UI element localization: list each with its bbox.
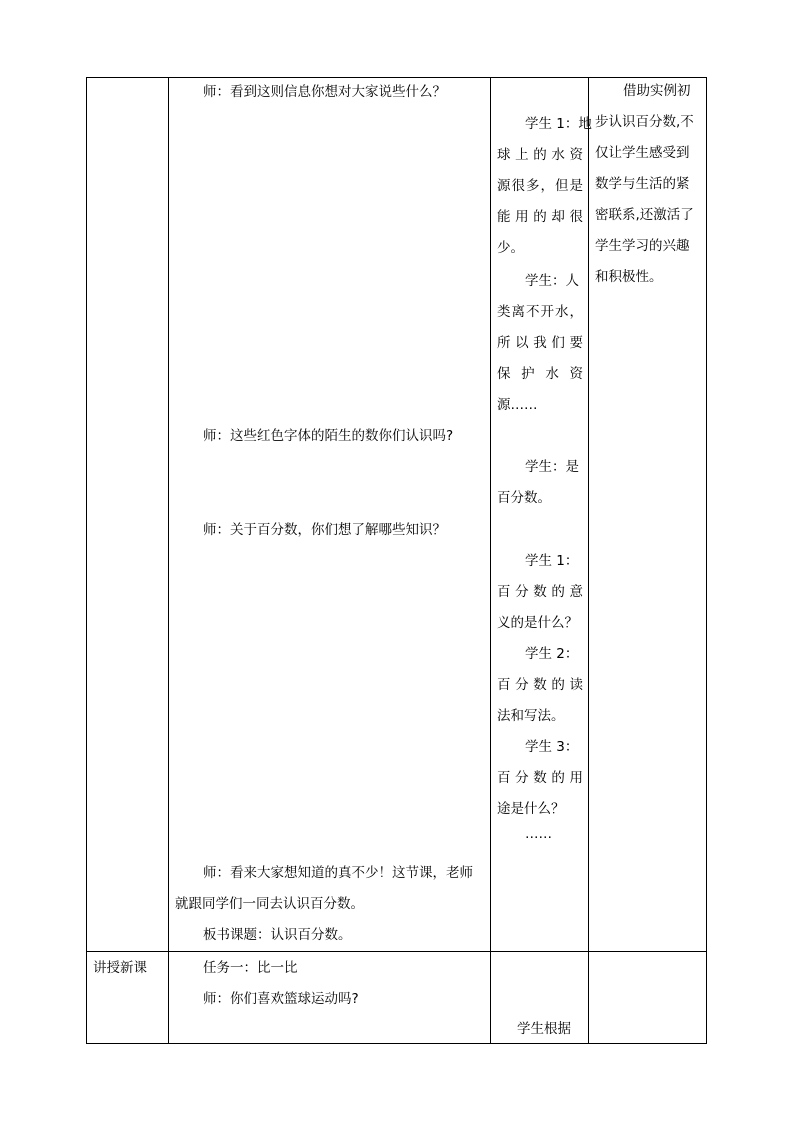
student-text: 义的是什么？ [497, 615, 578, 631]
lesson-table [86, 77, 707, 1044]
column-divider-1 [168, 78, 169, 1043]
student-text: 百分数的用 [497, 770, 583, 786]
teacher-line-5: 板书课题：认识百分数。 [203, 927, 352, 943]
student-text: 少。 [497, 240, 524, 256]
student-text: 学生 1：地 [525, 116, 592, 132]
teacher-line-1: 师：看到这则信息你想对大家说些什么？ [203, 84, 446, 100]
student-text: 途是什么？ [497, 801, 565, 817]
column-divider-2 [490, 78, 491, 1043]
intent-text: 步认识百分数,不 [595, 114, 694, 130]
student-text: 类离不开水， [497, 304, 583, 320]
teacher-line-3: 师：关于百分数，你们想了解哪些知识？ [203, 522, 446, 538]
intent-text: 仅让学生感受到 [595, 145, 690, 161]
teacher-question: 师：你们喜欢篮球运动吗? [203, 991, 359, 1007]
student-block-1 [497, 109, 592, 264]
student-text: …… [525, 826, 552, 842]
column-divider-3 [588, 78, 589, 1043]
teacher-line-2: 师：这些红色字体的陌生的数你们认识吗? [203, 428, 454, 444]
student-text: 所以我们要 [497, 335, 583, 351]
intent-text: 和积极性。 [595, 269, 663, 285]
teacher-line-4a: 师：看来大家想知道的真不少！这节课，老师 [203, 865, 473, 881]
student-text: 学生 3： [525, 739, 579, 755]
student-text: 能用的却很 [497, 209, 583, 225]
student-text: 源很多，但是 [497, 178, 583, 194]
intent-text: 密联系,还激活了 [595, 207, 694, 223]
student-text: 百分数的意 [497, 584, 583, 600]
student-text: 学生 2： [525, 646, 579, 662]
student-text: 法和写法。 [497, 708, 565, 724]
student-block-3 [497, 452, 583, 514]
student-response: 学生根据 [517, 1021, 571, 1037]
intent-text: 借助实例初 [623, 83, 691, 99]
student-text: 源…… [497, 397, 538, 413]
student-text: 球上的水资 [497, 147, 583, 163]
student-text: 学生：是 [525, 459, 579, 475]
student-text: 百分数。 [497, 490, 551, 506]
task-title: 任务一：比一比 [203, 960, 298, 976]
intent-text: 数学与生活的紧 [595, 176, 690, 192]
row-divider [87, 951, 706, 952]
student-text: 保护水资 [497, 366, 583, 382]
student-block-4 [497, 546, 583, 843]
intent-text: 学生学习的兴趣 [595, 238, 690, 254]
design-intent [595, 76, 701, 293]
student-block-2 [497, 266, 583, 421]
teacher-line-4b: 就跟同学们一同去认识百分数。 [175, 896, 364, 912]
student-text: 学生：人 [525, 273, 579, 289]
student-text: 学生 1： [525, 553, 579, 569]
stage-label: 讲授新课 [93, 960, 147, 976]
student-text: 百分数的读 [497, 677, 583, 693]
